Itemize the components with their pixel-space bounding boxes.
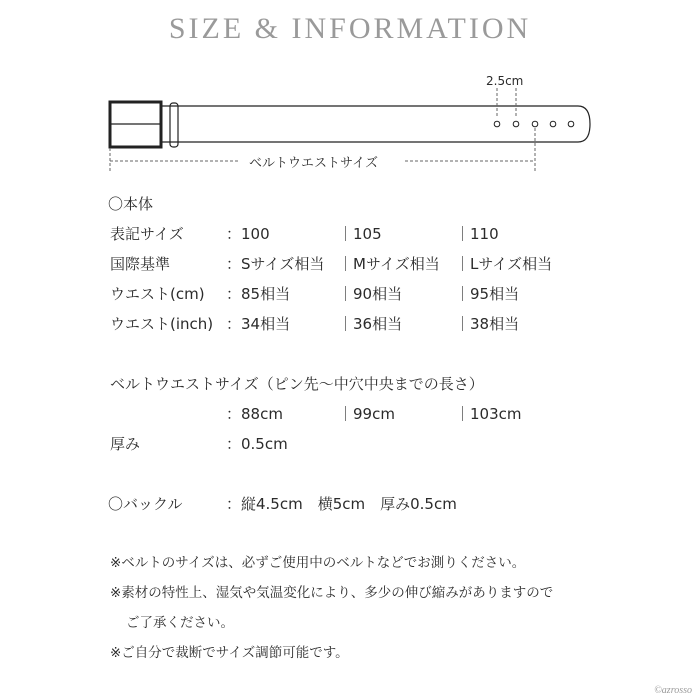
row-value: ：85相当 bbox=[226, 285, 291, 303]
row-label: 国際基準 bbox=[110, 255, 171, 273]
row-value: ｜105 bbox=[338, 225, 382, 243]
buckle-heading: 〇バックル bbox=[108, 495, 183, 513]
row-value: ：100 bbox=[226, 225, 270, 243]
note-text: ※ベルトのサイズは、必ずご使用中のベルトなどでお測りください。 bbox=[110, 555, 526, 571]
row-value: ｜38相当 bbox=[455, 315, 520, 333]
thickness-label: 厚み bbox=[110, 435, 141, 453]
belt-waist-value: ｜103cm bbox=[455, 405, 522, 423]
row-value: ｜36相当 bbox=[338, 315, 403, 333]
belt-hole bbox=[568, 121, 574, 127]
main-heading: 〇本体 bbox=[108, 195, 154, 213]
copyright: ©azrosso bbox=[654, 685, 692, 696]
hole-spacing-label: 2.5cm bbox=[486, 74, 524, 88]
belt-waist-heading: ベルトウエストサイズ（ピン先〜中穴中央までの長さ） bbox=[110, 375, 484, 393]
row-value: ｜95相当 bbox=[455, 285, 520, 303]
row-value: ｜Mサイズ相当 bbox=[338, 255, 440, 273]
row-value: ：34相当 bbox=[226, 315, 291, 333]
belt-keeper bbox=[170, 103, 178, 147]
row-label: ウエスト(cm) bbox=[110, 285, 205, 303]
row-value: ：Sサイズ相当 bbox=[226, 255, 325, 273]
belt-hole bbox=[550, 121, 556, 127]
note-text: ご了承ください。 bbox=[126, 615, 234, 631]
row-value: ｜90相当 bbox=[338, 285, 403, 303]
note-text: ※ご自分で裁断でサイズ調節可能です。 bbox=[110, 645, 349, 661]
row-label: 表記サイズ bbox=[110, 225, 184, 243]
belt-hole bbox=[494, 121, 500, 127]
row-value: ｜110 bbox=[455, 225, 499, 243]
belt-hole bbox=[513, 121, 519, 127]
thickness-value: ：0.5cm bbox=[226, 435, 288, 453]
page-title: SIZE & INFORMATION bbox=[168, 12, 532, 45]
belt-hole bbox=[532, 121, 538, 127]
row-label: ウエスト(inch) bbox=[110, 315, 214, 333]
belt-waist-value: ｜99cm bbox=[338, 405, 395, 423]
belt-waist-value: ：88cm bbox=[226, 405, 283, 423]
note-text: ※素材の特性上、湿気や気温変化により、多少の伸び縮みがありますので bbox=[110, 585, 554, 601]
waist-size-label: ベルトウエストサイズ bbox=[249, 156, 378, 171]
belt-strap bbox=[161, 106, 590, 142]
buckle-value: ：縦4.5cm 横5cm 厚み0.5cm bbox=[226, 495, 457, 513]
row-value: ｜Lサイズ相当 bbox=[455, 255, 553, 273]
